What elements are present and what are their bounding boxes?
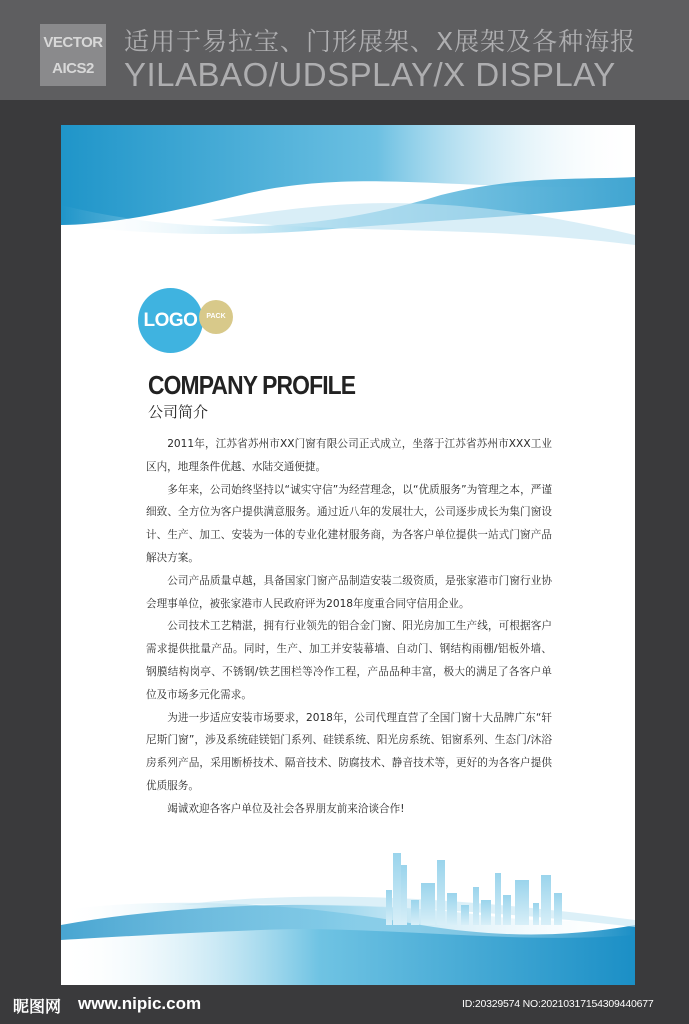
logo-badge: LOGO (138, 288, 203, 353)
site-logo: 昵图网 (13, 997, 62, 1016)
page-title: COMPANY PROFILE (148, 370, 356, 400)
image-id-text: ID:20329574 NO:20210317154309440677 (462, 998, 654, 1010)
banner-title-cn: 适用于易拉宝、门形展架、X展架及各种海报 (124, 27, 637, 56)
paragraph: 2011年，江苏省苏州市XX门窗有限公司正式成立，坐落于江苏省苏州市XXX工业区内，地理条件优越、水陆交通便捷。 (146, 438, 552, 473)
poster (61, 125, 635, 985)
pack-badge: PACK (199, 300, 233, 334)
banner-title-en: YILABAO/UDSPLAY/X DISPLAY (124, 56, 616, 93)
top-banner (0, 0, 689, 100)
paragraph: 竭诚欢迎各客户单位及社会各界朋友前来洽谈合作! (167, 802, 405, 815)
profile-body (146, 433, 552, 821)
city-skyline-icon (381, 845, 581, 925)
paragraph: 为进一步适应安装市场要求，2018年，公司代理直营了全国门窗十大品牌广东“轩尼斯门窗”，涉及系统硅镁铝门系列、硅镁系统、阳光房系统、铝窗系列、生态门/沐浴房系列产品，采用断桥技术、隔音技术、防腐技术、静音技术等，更好的为各客户提供优质服务。 (146, 711, 552, 792)
paragraph: 多年来，公司始终坚持以“诚实守信”为经营理念，以“优质服务”为管理之本，严谨细致、全方位为客户提供满意服务。通过近八年的发展壮大，公司逐步成长为集门窗设计、生产、加工、安装为一体的专业化建材服务商，为各客户单位提供一站式门窗产品解决方案。 (146, 483, 552, 564)
badge-line-2: AICS2 (52, 60, 94, 77)
paragraph: 公司产品质量卓越，具备国家门窗产品制造安装二级资质，是张家港市门窗行业协会理事单位，被张家港市人民政府评为2018年度重合同守信用企业。 (146, 574, 552, 610)
vector-badge (40, 24, 106, 86)
badge-line-1: VECTOR (43, 34, 103, 51)
page-subtitle: 公司简介 (148, 403, 209, 421)
paragraph: 公司技术工艺精湛，拥有行业领先的铝合金门窗、阳光房加工生产线，可根据客户需求提供批量产品。同时，生产、加工并安装幕墙、自动门、钢结构雨棚/铝板外墙、钢膜结构岗亭、不锈钢/铁艺围栏等冷作工程，产品品种丰富，极大的满足了各客户单位及市场多元化需求。 (146, 620, 552, 701)
site-url-link[interactable]: www.nipic.com (78, 994, 202, 1013)
